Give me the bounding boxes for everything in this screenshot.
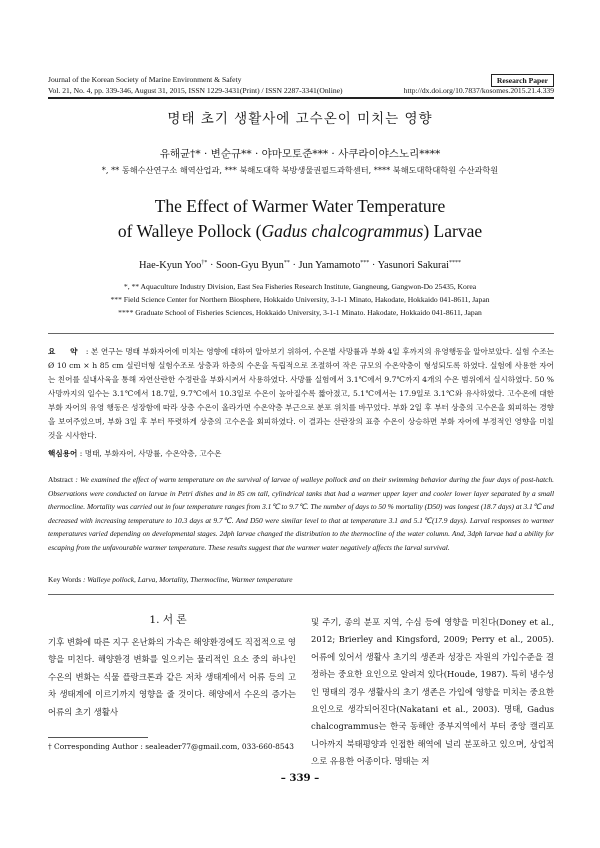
abstract-rule (48, 333, 554, 334)
header-rule (48, 97, 554, 99)
title-english-line1: The Effect of Warmer Water Temperature (154, 196, 446, 216)
corresponding-author-footnote: † Corresponding Author : sealeader77@gmail.com, 033-660-8543 (48, 742, 294, 751)
abstract-korean-text: : 본 연구는 명태 부화자어에 미치는 영향에 대하여 알아보기 위하여, 수온별 사망률과 부화 4일 후까지의 유영행동을 알아보았다. 실험 수조는 Ø 10 cm × h 85 cm 실린더형 실험수조로 상층과 하층의 수온을 독립적으로 조절하여 작은 규모의 수온약층이 형성되도록 하였다. 실험에 사용한 자어는 친어를 실내사육을 통해 자연산란한 수정란을 부화시켜서 사용하였다. 사망률 실험에서 3.1℃에서 9.7℃까지 4개의 수온 범위에서 실시하였다. 50 % 사망까지의 일수는 3.1℃에서 18.7일, 9.7℃에서 10.3일로 수온이 높아질수록 짧아졌고, 5.1℃에서는 17.9일로 3.1℃와 유사하였다. 고수온에 대한 부화 자어의 유영 행동은 성장함에 따라 상층 수온이 올라가면 수온약층 부근으로 분포 위치를 바꾸었다. 부화 2일 후 부터 상층의 고수온을 회피하는 경향을 보여주었으며, 부화 3일 후 부터 뚜렷하게 상층의 고수온을 회피하였다. 이 결과는 산란장의 표층 수온이 상승하면 부화 자어에 부정적인 영향을 미칠 것을 시사한다. (48, 347, 554, 440)
title-korean: 명태 초기 생활사에 고수온이 미치는 영향 (167, 111, 433, 127)
body-rule (48, 594, 554, 595)
research-paper-badge: Research Paper (491, 74, 554, 87)
body-left-column: 기후 변화에 따른 지구 온난화의 가속은 해양환경에도 직접적으로 영향을 미친다. 해양환경 변화를 일으키는 물리적인 요소 중의 하나인 수온의 변화는 식물 플랑크톤과 같은 저차 생태계에서 어류 등의 고차 생태계에 이르기까지 영향을 줄 것이다. 해양에서 수온의 증가는 어류의 초기 생활사 (48, 637, 296, 717)
abstract-korean (48, 345, 554, 443)
affiliation-english-3: **** Graduate School of Fisheries Sciences, Hokkaido University, 3-1-1 Minato. Hakodate, Hokkaido 041-8611, Japan (118, 308, 482, 317)
abstract-english-label: Abstract (48, 475, 74, 484)
title-english-line2: of Walleye Pollock (Gadus chalcogrammus) Larvae (117, 221, 483, 241)
body-right-column: 및 주기, 종의 분포 지역, 수심 등에 영향을 미친다(Doney et al., 2012; Brierley and Kingsford, 2009; Perry et al., 2005). 어류에 있어서 생활사 초기의 생존과 성장은 자원의 가입수준을 결정하는 중요한 요인으로 알려져 있다(Houde, 1987). 특히 냉수성인 명태의 경우 생활사의 초기 생존은 가입에 영향을 미치는 중요한 요인으로 생각되어진다(Nakatani et al., 2003). 명태, Gadus chalcogrammus는 한국 동해안 중부지역에서 부터 중앙 캘리포니아까지 북태평양과 인접한 해역에 널리 분포하고 있으며, 상업적으로 유용한 어종이다. 명태는 저 (311, 617, 554, 767)
keywords-korean: 핵심용어 : 명태, 부화자어, 사망률, 수온약층, 고수온 (48, 449, 222, 458)
section-title: 1. 서 론 (149, 614, 187, 626)
species-name: Gadus chalcogrammus (261, 221, 424, 241)
abstract-english-text: : We examined the effect of warm temperature on the survival of larvae of walleye pollock and on their swimming behavior during the four days of post-hatch. Observations were conducted on larvae in Petri dishes and in 85 cm tall, cylindrical tanks that had a warmer upper layer and cooler lower layer separated by a small thermocline. Mortality was carried out in four temperature ranges from 3.1℃ to 9.7℃. The number of days to 50 % mortality (D50) was longest (18.7 days) at 3.1℃ and decreased with increasing temperature to 10.3 days at 9.7℃. And D50 were similar level to that at temperature 3.1 and 5.1℃(17.9 days). Larval responses to warmer temperatures varied depending on developmental stages. 2dph larvae changed the distribution to the thermocline of the water column. And, 3dph larvae had a ability for escaping from the unfavourable warmer temperature. These results suggest that the warmer water negatively affects the larval survival. (48, 475, 554, 552)
footnote-rule (48, 737, 148, 738)
journal-name: Journal of the Korean Society of Marine Environment & Safety (48, 75, 242, 84)
affiliation-english-2: *** Field Science Center for Northern Biosphere, Hokkaido University, 3-1-1 Minato, Hakodate, Hokkaido 041-8611, Japan (110, 295, 490, 304)
affiliation-korean: *, ** 동해수산연구소 해역산업과, *** 북해도대학 북방생물권필드과학센터, **** 북해도대학대학원 수산과학원 (101, 165, 499, 175)
authors-english: Hae-Kyun Yoo†* · Soon-Gyu Byun** · Jun Yamamoto*** · Yasunori Sakurai**** (139, 260, 461, 271)
affiliation-english-1: *, ** Aquaculture Industry Division, East Sea Fisheries Research Institute, Gangneung, Gangwon-Do 25435, Korea (123, 282, 477, 291)
volume-line: Vol. 21, No. 4, pp. 339-346, August 31, 2015, ISSN 1229-3431(Print) / ISSN 2287-3341(Online) (48, 86, 343, 95)
doi-link[interactable]: http://dx.doi.org/10.7837/kosomes.2015.21.4.339 (403, 86, 554, 95)
page-number: – 339 – (280, 772, 320, 784)
abstract-english (48, 473, 554, 555)
authors-korean: 유해균†* · 변순규** · 야마모토준*** · 사쿠라이야스노리**** (159, 148, 441, 160)
keywords-english: Key Words : Walleye pollock, Larva, Mortality, Thermocline, Warmer temperature (48, 575, 293, 584)
abstract-korean-label: 요 약 (48, 347, 84, 356)
